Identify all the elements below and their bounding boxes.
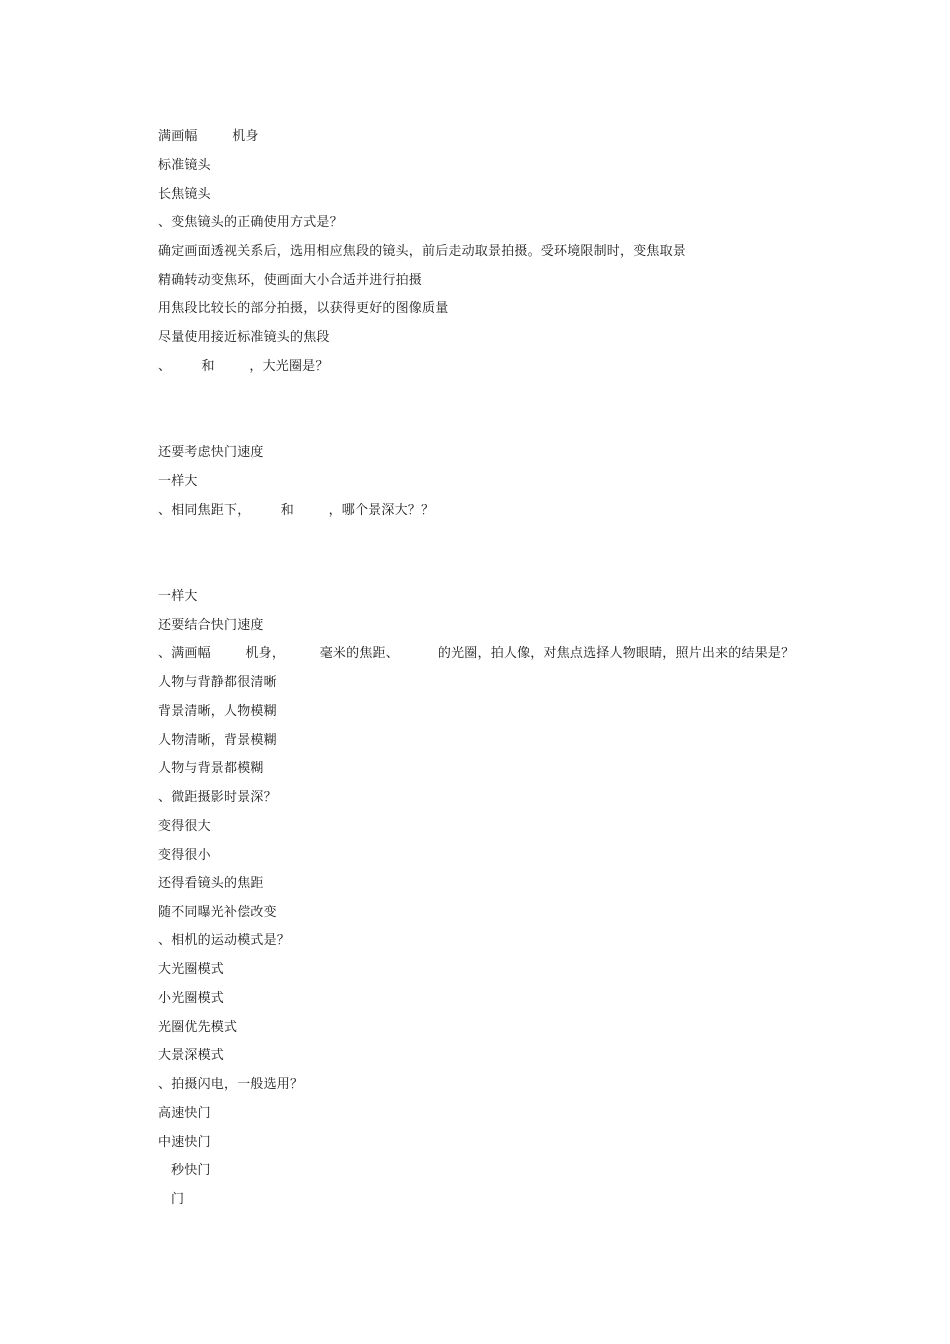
text-line: 变得很大 (158, 819, 211, 834)
text-line: 长焦镜头 (158, 187, 211, 202)
text-line: 秒快门 (158, 1163, 211, 1178)
text-line: 人物清晰，背景模糊 (158, 733, 277, 748)
question-line: 、拍摄闪电，一般选用？ (158, 1077, 304, 1092)
text-line: 一样大 (158, 474, 198, 489)
text-line: 尽量使用接近标准镜头的焦段 (158, 330, 330, 345)
text-line: 人物与背静都很清晰 (158, 675, 277, 690)
text-line: 还要结合快门速度 (158, 618, 264, 633)
question-line: 、相同焦距下， 和 ，哪个景深大？？ (158, 503, 435, 518)
text-line: 确定画面透视关系后，选用相应焦段的镜头，前后走动取景拍摄。受环境限制时，变焦取景 (158, 244, 687, 259)
text-line: 小光圈模式 (158, 991, 225, 1006)
question-line: 、 和 ，大光圈是？ (158, 359, 329, 374)
question-line: 、变焦镜头的正确使用方式是？ (158, 215, 343, 230)
text-line: 还得看镜头的焦距 (158, 876, 264, 891)
text-line: 背景清晰，人物模糊 (158, 704, 277, 719)
text-line: 满画幅 机身 (158, 129, 259, 144)
text-line: 光圈优先模式 (158, 1020, 238, 1035)
text-line: 人物与背景都模糊 (158, 761, 264, 776)
text-line: 大光圈模式 (158, 962, 225, 977)
question-line: 、满画幅 机身， 毫米的焦距、 的光圈，拍人像，对焦点选择人物眼睛，照片出来的结果是？ (158, 646, 795, 661)
text-line: 精确转动变焦环，使画面大小合适并进行拍摄 (158, 273, 423, 288)
text-line: 一样大 (158, 589, 198, 604)
text-line: 门 (158, 1192, 185, 1207)
question-line: 、微距摄影时景深？ (158, 790, 277, 805)
text-line: 用焦段比较长的部分拍摄，以获得更好的图像质量 (158, 301, 449, 316)
text-line: 随不同曝光补偿改变 (158, 905, 277, 920)
text-line: 变得很小 (158, 848, 211, 863)
text-line: 高速快门 (158, 1106, 211, 1121)
text-line: 还要考虑快门速度 (158, 445, 264, 460)
text-line: 标准镜头 (158, 158, 211, 173)
question-line: 、相机的运动模式是？ (158, 933, 291, 948)
text-line: 大景深模式 (158, 1048, 225, 1063)
text-line: 中速快门 (158, 1135, 211, 1150)
